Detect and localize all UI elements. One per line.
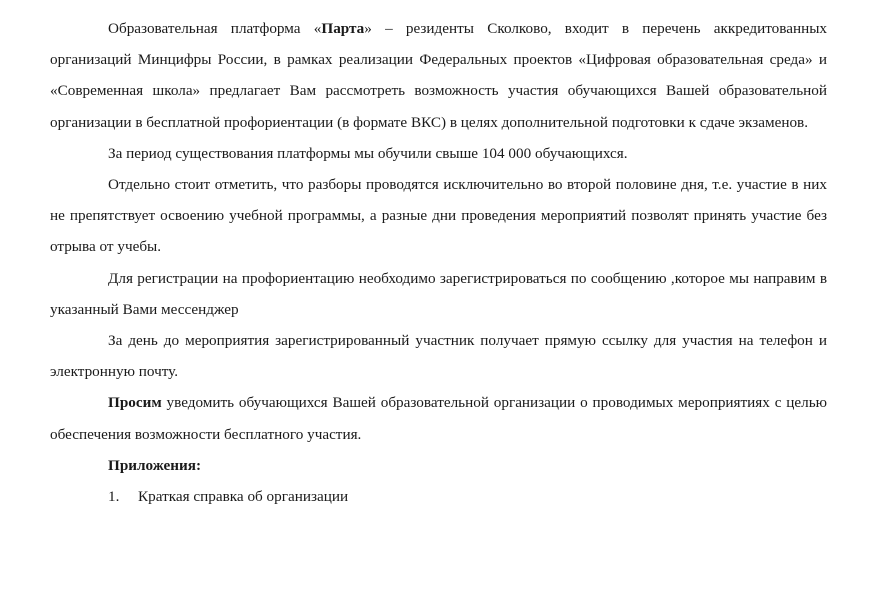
request-bold-word: Просим bbox=[108, 394, 162, 412]
intro-text-start: Образовательная платформа « bbox=[108, 20, 322, 37]
list-item-text: Краткая справка об организации bbox=[138, 488, 349, 506]
intro-text-rest: » – резиденты Сколково, входит в перечень аккредитованных организаций Минцифры России, в рамках реализации Федеральных проектов «Цифровая образовательная среда» и «Современная школа» предлагает Вам рассмотреть возможность участия обучающихся Вашей образовательной организации в бесплатной профориентации (в формате ВКС) в целях дополнительной подготовки к сдаче экзаменов. bbox=[50, 20, 828, 131]
paragraph-platform-intro bbox=[50, 13, 827, 138]
paragraph-students-count: За период существования платформы мы обучили свыше 104 000 обучающихся. bbox=[108, 144, 628, 162]
paragraph-registration: Для регистрации на профориентацию необходимо зарегистрироваться по сообщению ,которое мы направим в указанный Вами мессенджер bbox=[50, 269, 827, 318]
paragraph-direct-link: За день до мероприятия зарегистрированный участник получает прямую ссылку для участия на телефон и электронную почту. bbox=[50, 332, 827, 381]
list-item bbox=[50, 481, 827, 512]
paragraph-schedule-note: Отдельно стоит отметить, что разборы проводятся исключительно во второй половине дня, т.е. участие в них не препятствует освоению учебной программы, а разные дни проведения мероприятий позволят принять участие без отрыва от учебы. bbox=[50, 176, 827, 256]
attachments-list bbox=[50, 481, 827, 512]
attachments-heading: Приложения: bbox=[108, 456, 202, 474]
platform-name: Парта bbox=[321, 20, 365, 37]
list-item-number: 1. bbox=[108, 488, 120, 506]
request-text: уведомить обучающихся Вашей образовательной организации о проводимых мероприятиях с целью обеспечения возможности бесплатного участия. bbox=[50, 394, 827, 443]
paragraph-request bbox=[50, 387, 827, 449]
